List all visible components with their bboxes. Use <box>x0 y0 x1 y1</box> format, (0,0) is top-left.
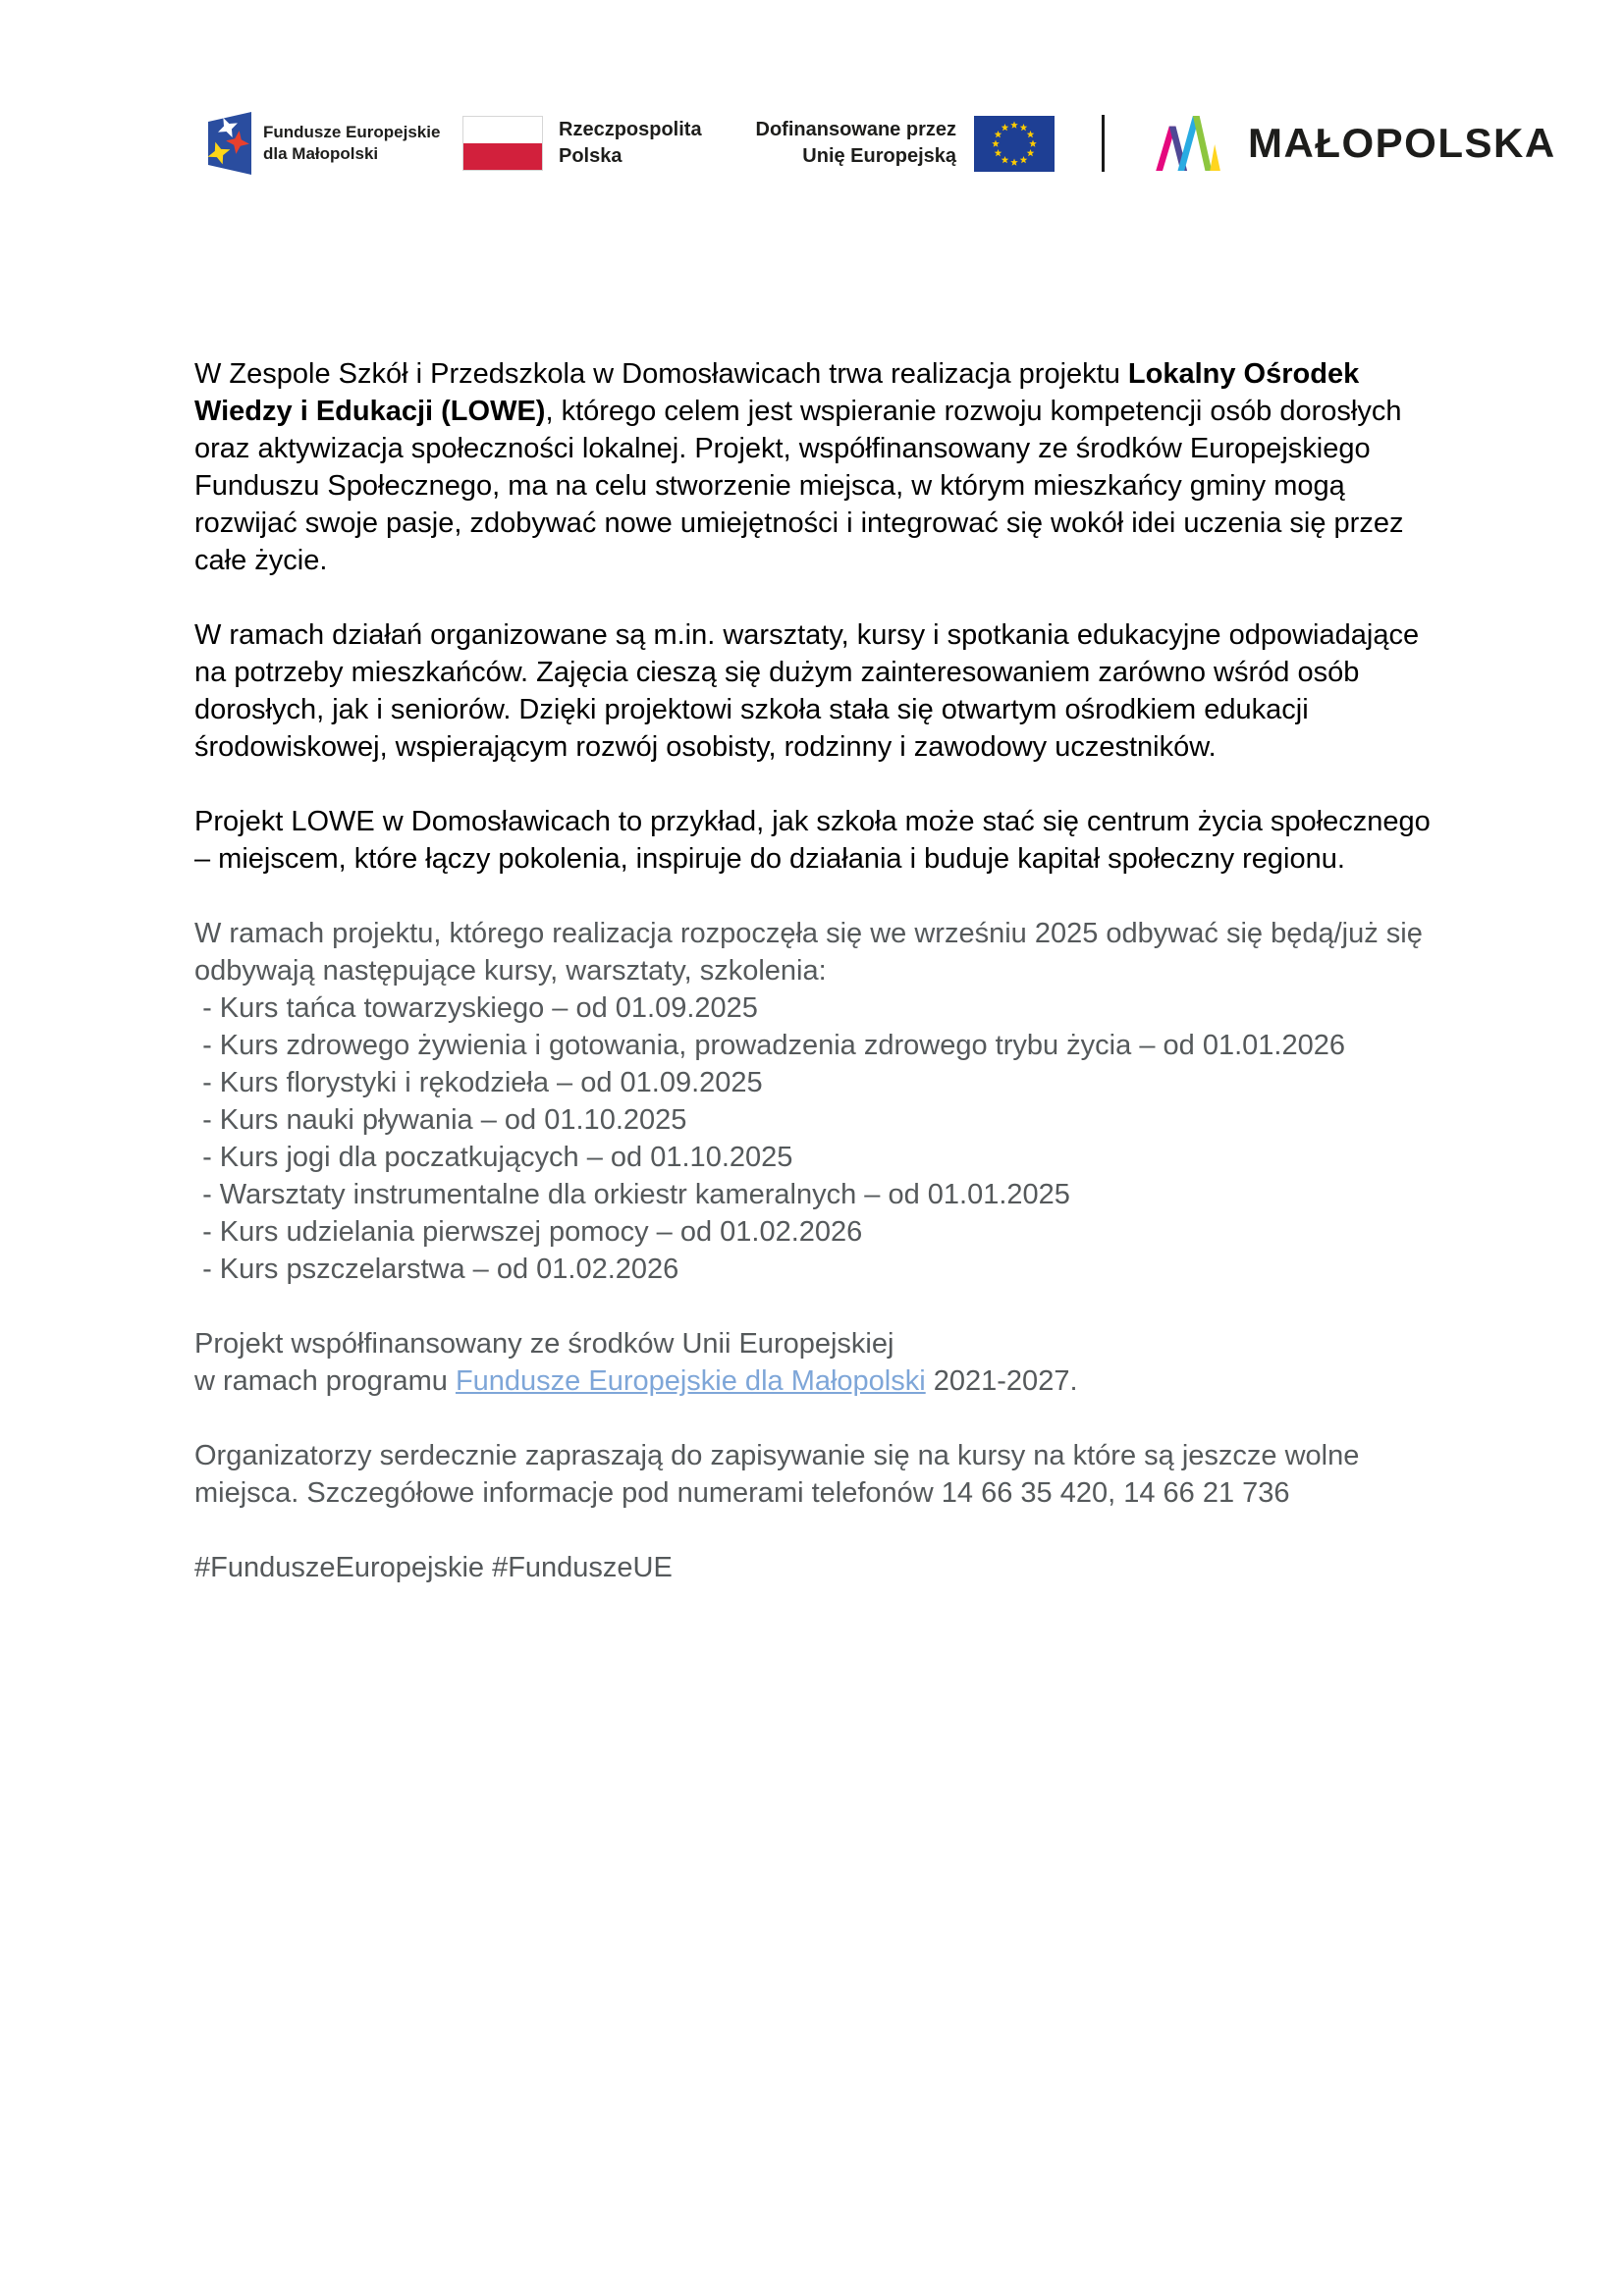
header-logos <box>208 98 1624 188</box>
poland-flag-white-stripe <box>463 117 542 143</box>
eu-funding-line2: Unię Europejską <box>802 145 956 167</box>
course-item: - Kurs nauki pływania – od 01.10.2025 <box>194 1104 687 1136</box>
rzeczpospolita-polska-label <box>559 117 706 170</box>
paragraph-example: Projekt LOWE w Domosławicach to przykład, jak szkoła może stać się centrum życia społecznego – miejscem, które łączy pokolenia, inspiruje do działania i buduje kapitał społeczny regionu. <box>194 806 1438 875</box>
courses-intro: W ramach projektu, którego realizacja rozpoczęła się we wrześniu 2025 odbywać się będą/już się odbywają następujące kursy, warsztaty, szkolenia: <box>194 918 1431 987</box>
paragraph-intro <box>194 355 1445 579</box>
intro-text-post: , którego celem jest wspieranie rozwoju kompetencji osób dorosłych oraz aktywizacja społeczności lokalnej. Projekt, współfinansowany ze środków Europejskiego Funduszu Społecznego, ma na celu stworzenie miejsca, w którym mieszkańcy gminy mogą rozwijać swoje pasje, zdobywać nowe umiejętności i integrować się wokół idei uczenia się przez całe życie. <box>194 396 1412 576</box>
course-item: - Warsztaty instrumentalne dla orkiestr kameralnych – od 01.01.2025 <box>194 1179 1070 1210</box>
fundusze-europejskie-link[interactable]: Fundusze Europejskie dla Małopolski <box>455 1365 926 1397</box>
course-item: - Kurs tańca towarzyskiego – od 01.09.2025 <box>194 992 758 1024</box>
malopolska-wordmark: MAŁOPOLSKA <box>1248 120 1556 166</box>
document-body <box>194 355 1445 1586</box>
intro-text-pre: W Zespole Szkół i Przedszkola w Domosławicach trwa realizacja projektu <box>194 358 1128 390</box>
poland-flag-icon <box>462 116 543 171</box>
paragraph-signup-info: Organizatorzy serdecznie zapraszają do zapisywanie się na kursy na które są jeszcze wolne miejsca. Szczegółowe informacje pod numerami telefonów 14 66 35 420, 14 66 21 736 <box>194 1440 1368 1509</box>
eu-funding-label <box>735 117 956 170</box>
funding-line1: Projekt współfinansowany ze środków Unii Europejskiej <box>194 1328 894 1360</box>
course-item: - Kurs florystyki i rękodzieła – od 01.09.2025 <box>194 1067 763 1098</box>
header-divider <box>1102 115 1105 172</box>
hashtags-line: #FunduszeEuropejskie #FunduszeUE <box>194 1552 673 1583</box>
paragraph-funding <box>194 1325 1445 1400</box>
paragraph-activities: W ramach działań organizowane są m.in. warsztaty, kursy i spotkania edukacyjne odpowiadające na potrzeby mieszkańców. Zajęcia cieszą się dużym zainteresowaniem zarówno wśród osób dorosłych, jak i seniorów. Dzięki projektowi szkoła stała się otwartym ośrodkiem edukacji środowiskowej, wspierającym rozwój osobisty, rodzinny i zawodowy uczestników. <box>194 619 1428 763</box>
poland-flag-red-stripe <box>463 143 542 170</box>
malopolska-m-icon <box>1154 116 1226 171</box>
poland-label-line1: Rzeczpospolita <box>559 119 702 140</box>
funding-line2-pre: w ramach programu <box>194 1365 456 1397</box>
fundusze-europejskie-flag-icon <box>208 112 251 175</box>
course-item: - Kurs jogi dla poczatkujących – od 01.10.2025 <box>194 1142 793 1173</box>
fundusze-europejskie-label <box>263 122 455 165</box>
courses-section <box>194 915 1445 1288</box>
funding-line2-post: 2021-2027. <box>925 1365 1078 1397</box>
eu-flag-icon <box>974 116 1055 172</box>
course-item: - Kurs zdrowego żywienia i gotowania, prowadzenia zdrowego trybu życia – od 01.01.2026 <box>194 1030 1345 1061</box>
eu-funding-line1: Dofinansowane przez <box>755 119 956 140</box>
poland-label-line2: Polska <box>559 145 623 167</box>
fe-label-line1: Fundusze Europejskie <box>263 123 441 141</box>
course-item: - Kurs pszczelarstwa – od 01.02.2026 <box>194 1254 679 1285</box>
course-item: - Kurs udzielania pierwszej pomocy – od 01.02.2026 <box>194 1216 863 1248</box>
fe-label-line2: dla Małopolski <box>263 144 379 163</box>
intro-text-bold: Lokalny Ośrodek Wiedzy i Edukacji (LOWE) <box>194 358 1368 427</box>
